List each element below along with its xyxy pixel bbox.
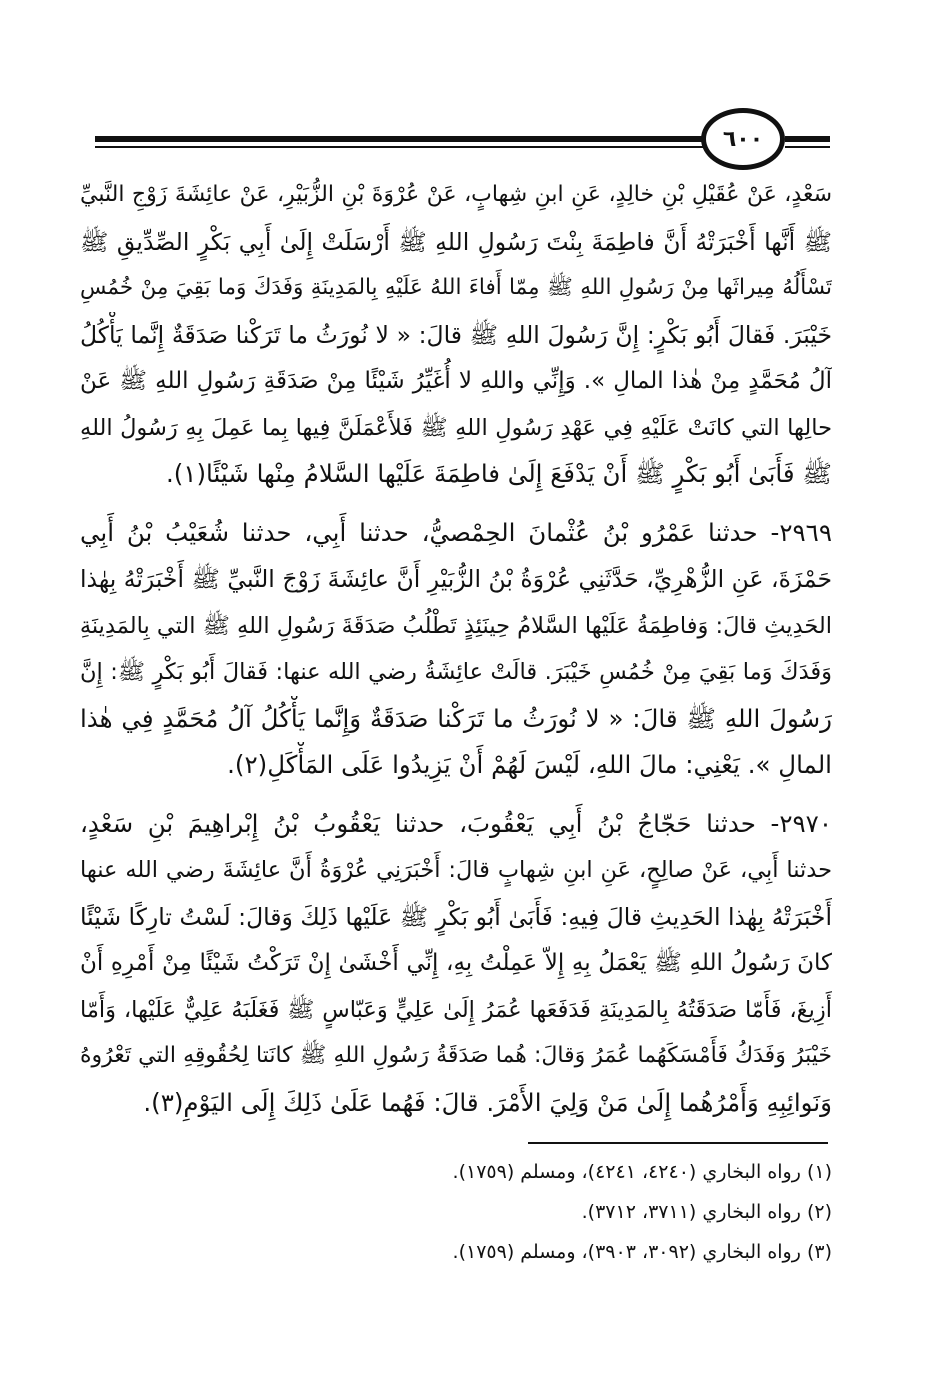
text-line: ٢٩٧٠- حدثنا حَجّاجُ بْنُ أَبِي يَعْقُوبَ، حدثنا يَعْقُوبُ بْنُ إِبْراهِيمَ بْنِ سَعْدٍ، <box>80 808 832 838</box>
footnote-divider <box>528 1142 828 1144</box>
header-rule-thin <box>95 146 705 148</box>
text-line: رَسُولَ اللهِ ﷺ قالَ: « لا نُورَثُ ما تَرَكْنا صَدَقَةٌ وَإِنَّما يَأْكُلُ آلُ مُحَمَّدٍ فِي هٰذا <box>80 703 832 733</box>
header-rule-right-thick <box>785 136 830 142</box>
footnotes <box>300 1152 832 1272</box>
text-line: ﷺ فَأَبَىٰ أَبُو بَكْرٍ ﷺ أَنْ يَدْفَعَ إِلَىٰ فاطِمَةَ عَلَيْها السَّلامُ مِنْها شَيْئًا(١). <box>165 459 832 488</box>
text-line: كانَ رَسُولُ اللهِ ﷺ يَعْمَلُ بِهِ إِلاّ عَمِلْتُ بِهِ، إِنِّي أَخْشَىٰ إِنْ تَرَكْتُ شَيْئًا مِنْ أَمْرِهِ أَنْ <box>80 950 832 976</box>
text-line: حدثنا أَبِي، عَنْ صالِحٍ، عَنِ ابنِ شِهابٍ قالَ: أَخْبَرَنِي عُرْوَةُ أَنَّ عائِشَةَ رضي الله عنها <box>80 857 832 883</box>
header-rule-right-thin <box>785 146 830 148</box>
page-number-badge <box>701 108 785 170</box>
text-line: وَفَدَكَ وَما بَقِيَ مِنْ خُمُسِ خَيْبَرَ. قالَتْ عائِشَةُ رضي الله عنها: فَقالَ أَبُو بَكْرٍ ﷺ: إِنَّ <box>80 659 832 685</box>
main-text <box>80 172 832 1138</box>
footnote-2: (٢) رواه البخاري (٣٧١١، ٣٧١٢). <box>581 1201 832 1223</box>
text-line: وَنَوائِبِهِ وَأَمْرُهُما إِلَىٰ مَنْ وَلِيَ الأَمْرَ. قالَ: فَهُما عَلَىٰ ذَلِكَ إِلَى اليَوْمِ(٣). <box>143 1087 832 1117</box>
text-line: ٢٩٦٩- حدثنا عَمْرُو بْنُ عُثْمانَ الحِمْصيُّ، حدثنا أَبِي، حدثنا شُعَيْبُ بْنُ أَبِي <box>80 517 832 547</box>
text-line: آلُ مُحَمَّدٍ مِنْ هٰذا المالِ ». وَإِنِّي واللهِ لا أُغَيِّرُ شَيْئًا مِنْ صَدَقَةِ رَسُولِ اللهِ ﷺ عَنْ <box>80 368 832 394</box>
text-line: الحَدِيثِ قالَ: وَفاطِمَةُ عَلَيْها السَّلامُ حِينَئِذٍ تَطْلُبُ صَدَقَةَ رَسُولِ اللهِ ﷺ التي بِالمَدِينَةِ <box>80 612 832 639</box>
paragraph-hadith-2970 <box>80 801 832 1127</box>
text-line: أَزِيغَ، فَأَمّا صَدَقَتُهُ بِالمَدِينَةِ فَدَفَعَها عُمَرُ إِلَىٰ عَلِيٍّ وَعَبّاسٍ ﷺ فَغَلَبَهُ عَلِيٌّ عَلَيْها، وَأَمّا <box>80 996 832 1023</box>
text-line: خَيْبَرُ وَفَدَكُ فَأَمْسَكَهُما عُمَرُ وَقالَ: هُما صَدَقَةُ رَسُولِ اللهِ ﷺ كانَتا لِحُقُوقِهِ التي تَعْرُوهُ <box>80 1043 832 1068</box>
page-number: ٦٠٠ <box>722 126 764 152</box>
paragraph-hadith-2969 <box>80 510 832 789</box>
text-line: تَسْأَلُهُ مِيراثَها مِنْ رَسُولِ اللهِ ﷺ مِمّا أَفاءَ اللهُ عَلَيْهِ بِالمَدِينَةِ وَفَدَكَ وَما بَقِيَ مِنْ خُمُسِ <box>80 275 832 300</box>
footnote-3: (٣) رواه البخاري (٣٠٩٢، ٣٩٠٣)، ومسلم (١٧٥٩). <box>452 1241 832 1263</box>
text-line: أَخْبَرَتْهُ بِهٰذا الحَدِيثِ قالَ فِيهِ: فَأَبَىٰ أَبُو بَكْرٍ ﷺ عَلَيْها ذَلِكَ وَقالَ: لَسْتُ تارِكًا شَيْئًا <box>80 902 832 931</box>
text-line: خَيْبَرَ. فَقالَ أَبُو بَكْرٍ: إِنَّ رَسُولَ اللهِ ﷺ قالَ: « لا نُورَثُ ما تَرَكْنا صَدَقَةٌ إِنَّما يَأْكُلُ <box>80 320 832 349</box>
text-line: ﷺ أَنَّها أَخْبَرَتْهُ أَنَّ فاطِمَةَ بِنْتَ رَسُولِ اللهِ ﷺ أَرْسَلَتْ إِلَىٰ أَبِي بَكْرٍ الصِّدِّيقِ ﷺ <box>80 227 832 256</box>
text-line: المالِ ». يَعْنِي: مالَ اللهِ، لَيْسَ لَهُمْ أَنْ يَزِيدُوا عَلَى المَأْكَلِ(٢). <box>227 750 832 779</box>
footnote-1: (١) رواه البخاري (٤٢٤٠، ٤٢٤١)، ومسلم (١٧٥٩). <box>452 1161 832 1183</box>
paragraph <box>80 172 832 498</box>
text-line: حَمْزَةَ، عَنِ الزُّهْرِيِّ، حَدَّثَنِي عُرْوَةُ بْنُ الزُّبَيْرِ أَنَّ عائِشَةَ زَوْجَ النَّبيِّ ﷺ أَخْبَرَتْهُ بِهٰذا <box>80 565 832 593</box>
text-line: حالِها التي كانَتْ عَلَيْهِ فِي عَهْدِ رَسُولِ اللهِ ﷺ فَلأَعْمَلَنَّ فِيها بِما عَمِلَ بِهِ رَسُولُ اللهِ <box>80 414 832 441</box>
text-line: سَعْدٍ، عَنْ عُقَيْلِ بْنِ خالِدٍ، عَنِ ابنِ شِهابٍ، عَنْ عُرْوَةَ بْنِ الزُّبَيْرِ، عَنْ عائِشَةَ زَوْجِ النَّبيِّ <box>80 182 832 207</box>
header-rule-thick <box>95 136 705 142</box>
